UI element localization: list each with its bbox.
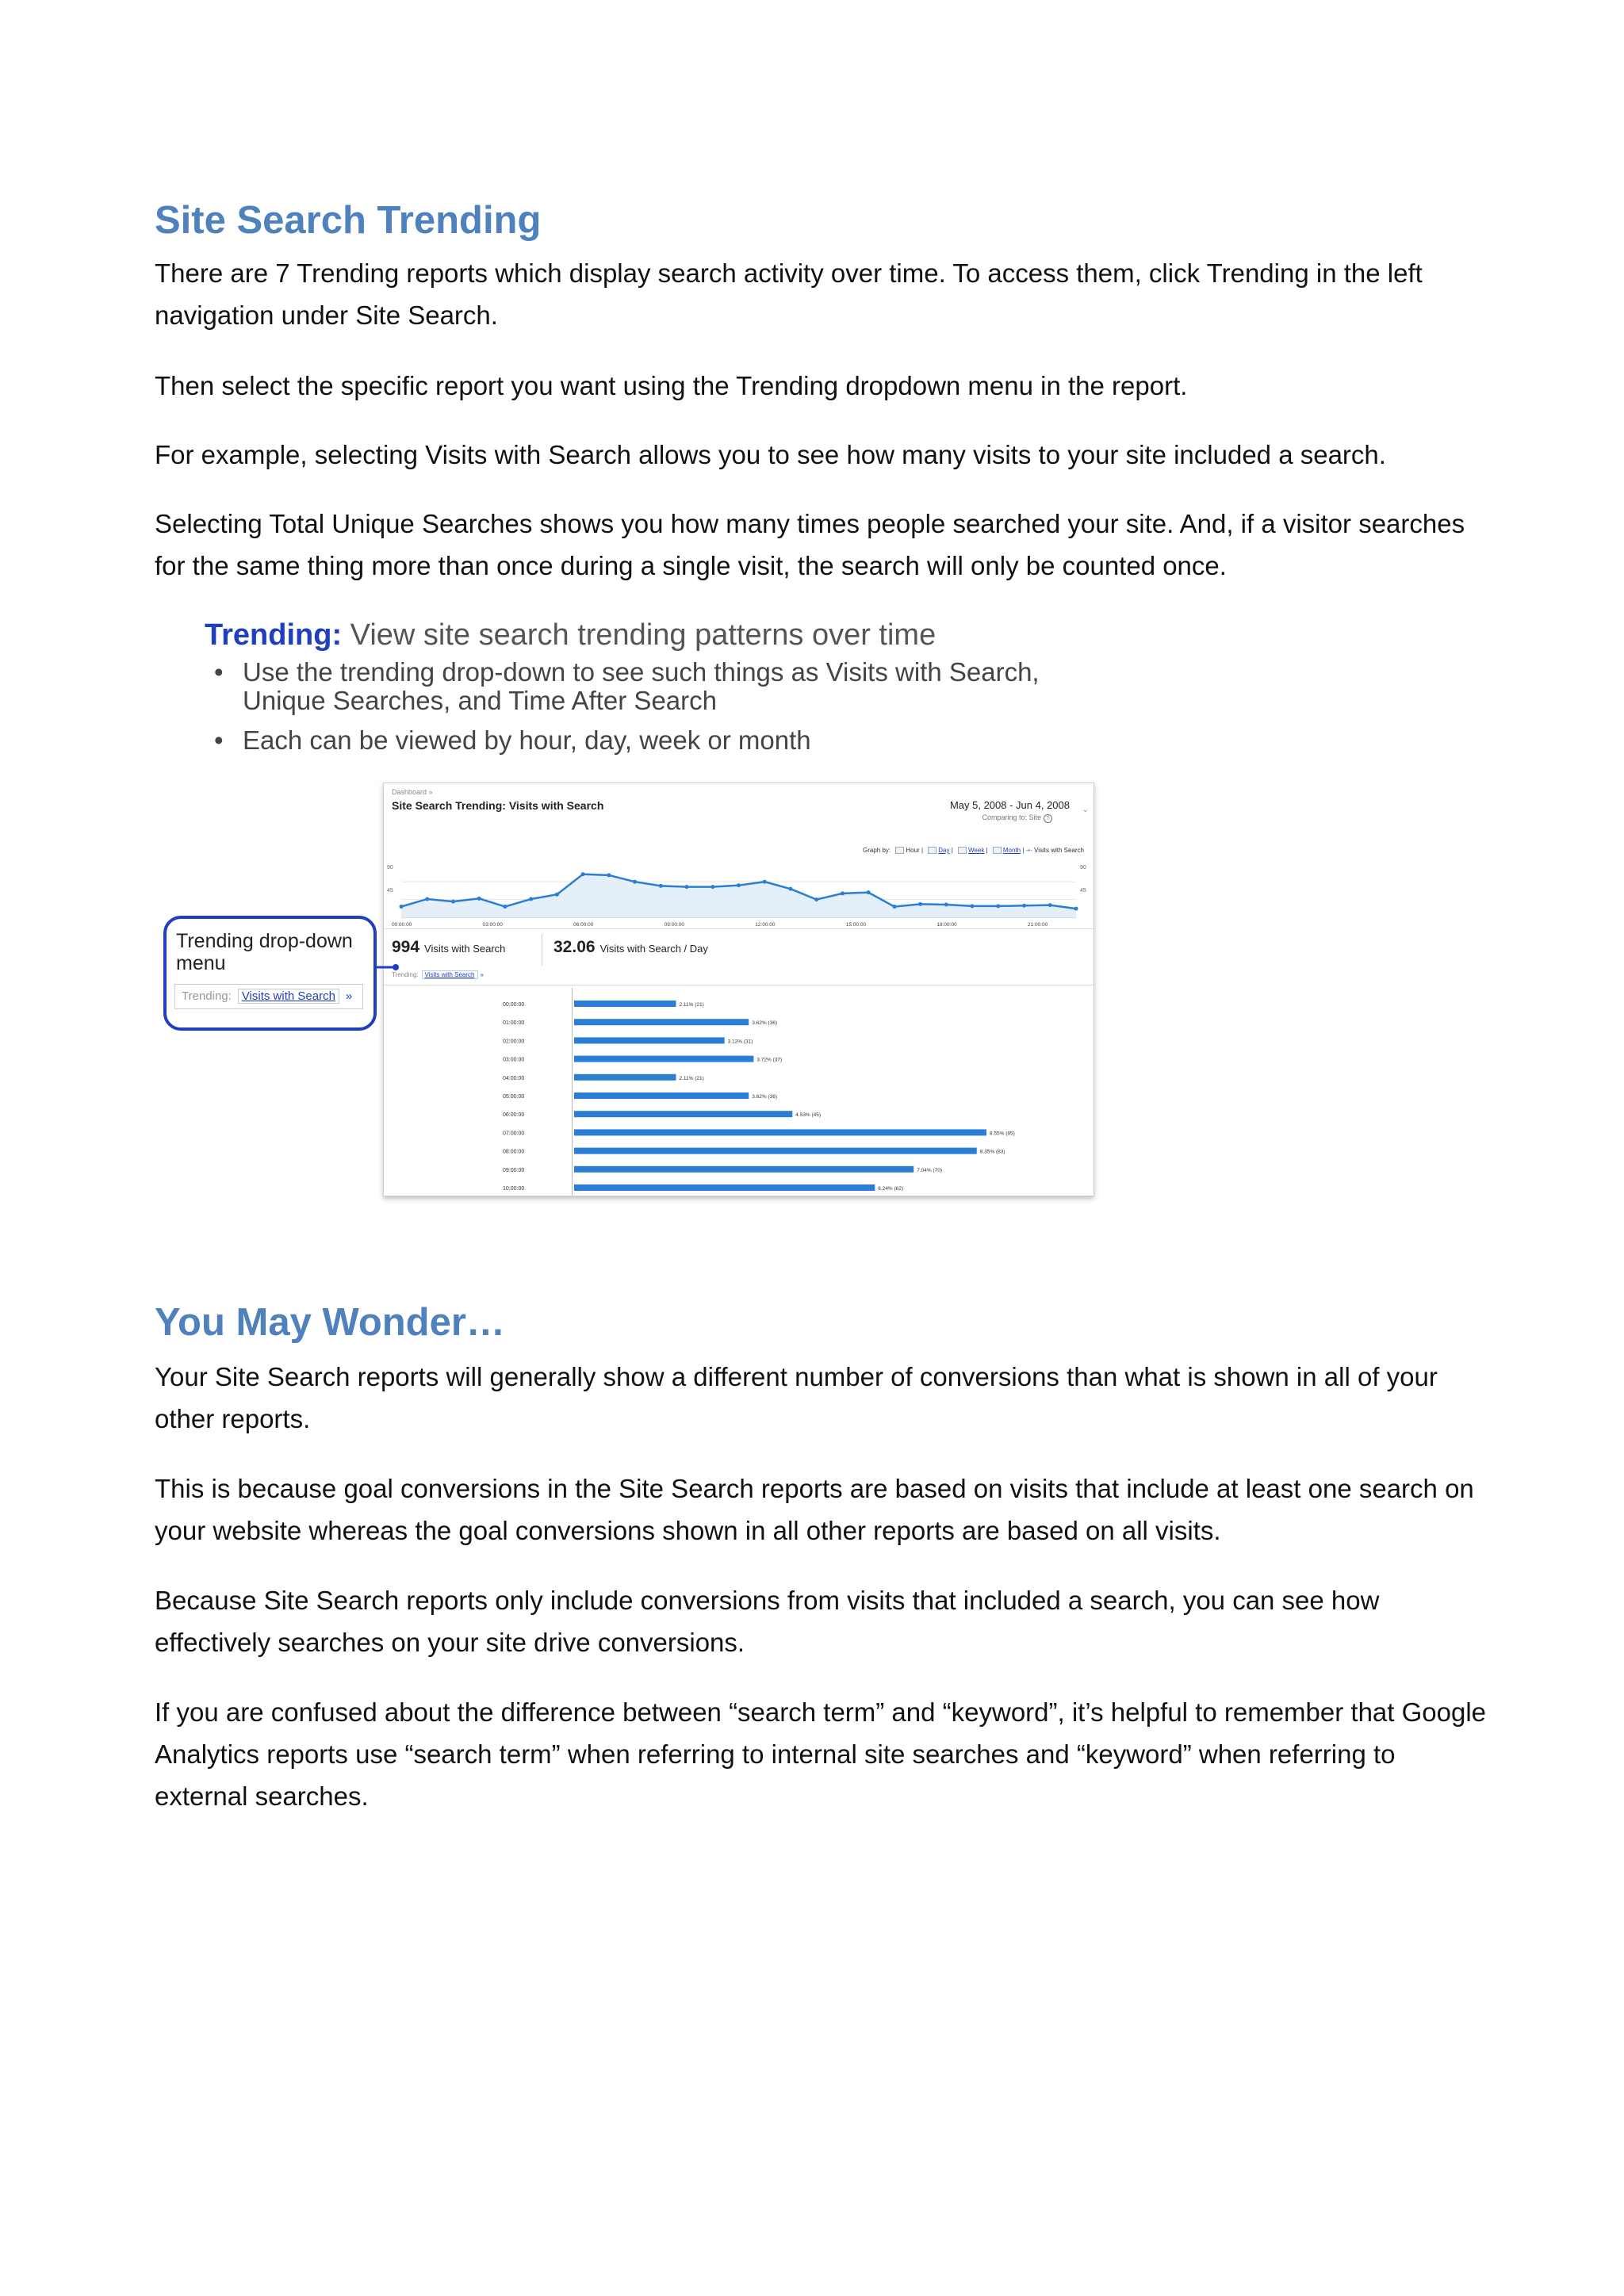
row-label: 05:00:00 <box>503 1094 525 1100</box>
graph-by-hour[interactable]: Hour <box>906 847 920 854</box>
bar-data-label: 3.12% (31) <box>727 1039 753 1045</box>
line-chart <box>384 859 1094 928</box>
data-point[interactable] <box>633 880 637 884</box>
comparing-label: Comparing to: Site <box>982 813 1041 821</box>
bar[interactable] <box>574 1056 753 1062</box>
paragraph: If you are confused about the difference between “search term” and “keyword”, it’s helpful to remember that Google Analytics reports use “search term” when referring to internal site searches and “keyword” when referring to external searches. <box>155 1697 1487 1811</box>
data-point[interactable] <box>529 897 533 901</box>
data-point[interactable] <box>1074 907 1078 911</box>
graph-by-day[interactable]: Day <box>938 847 950 854</box>
data-point[interactable] <box>867 890 871 894</box>
calendar-icon <box>993 847 1002 854</box>
x-tick-label: 18:00:00 <box>936 922 957 928</box>
row-label: 10:00:00 <box>503 1186 525 1192</box>
data-point[interactable] <box>918 902 922 906</box>
bar-data-label: 4.53% (45) <box>795 1112 822 1119</box>
row-label: 03:00:00 <box>503 1057 525 1063</box>
metric-label: Visits with Search <box>424 943 506 955</box>
bar[interactable] <box>574 1129 986 1135</box>
data-point[interactable] <box>607 873 611 877</box>
data-point[interactable] <box>400 905 404 909</box>
data-point[interactable] <box>814 897 818 901</box>
x-tick-label: 09:00:00 <box>664 922 684 928</box>
bar[interactable] <box>574 1019 749 1025</box>
data-point[interactable] <box>659 884 663 888</box>
y-tick-label: 45 <box>1080 887 1086 894</box>
slide-bullets <box>214 658 1115 766</box>
bar[interactable] <box>574 1093 749 1099</box>
data-point[interactable] <box>788 887 792 891</box>
chevron-down-icon[interactable]: » <box>345 989 353 1003</box>
divider <box>384 928 1094 929</box>
data-point[interactable] <box>892 905 896 909</box>
data-point[interactable] <box>710 885 714 889</box>
data-point[interactable] <box>1022 904 1026 908</box>
chevron-down-icon[interactable]: » <box>480 971 484 978</box>
metric-value: 994 <box>392 938 420 956</box>
x-tick-label: 15:00:00 <box>845 922 867 928</box>
line-area <box>401 874 1076 917</box>
calendar-icon <box>895 847 904 854</box>
y-tick-label: 90 <box>1080 865 1086 871</box>
data-point[interactable] <box>685 885 689 889</box>
graph-by-month[interactable]: Month <box>1002 847 1021 854</box>
slide-title-keyword: Trending: <box>205 618 343 652</box>
metric-label: Visits with Search / Day <box>599 943 708 955</box>
data-point[interactable] <box>451 900 455 904</box>
date-range[interactable]: May 5, 2008 - Jun 4, 2008 <box>949 799 1070 811</box>
graph-by-week[interactable]: Week <box>968 847 985 854</box>
bar[interactable] <box>574 1037 725 1043</box>
bar-data-label: 2.11% (21) <box>679 1002 704 1008</box>
breadcrumb[interactable]: Dashboard » <box>392 788 433 796</box>
bar-data-label: 8.55% (85) <box>990 1131 1015 1137</box>
callout-connector <box>373 959 404 975</box>
x-tick-label: 06:00:00 <box>573 922 594 928</box>
row-label: 08:00:00 <box>503 1149 525 1155</box>
help-icon[interactable]: ? <box>1044 814 1052 823</box>
data-point[interactable] <box>737 883 741 887</box>
bar-data-label: 3.62% (36) <box>752 1094 778 1100</box>
x-tick-label: 03:00:00 <box>482 922 503 928</box>
x-tick-label: 21:00:00 <box>1027 922 1048 928</box>
slide-bullet: • Each can be viewed by hour, day, week or month <box>214 726 1115 755</box>
legend-label: Visits with Search <box>1034 847 1084 854</box>
bar[interactable] <box>574 1111 792 1117</box>
data-point[interactable] <box>996 904 1000 908</box>
data-point[interactable] <box>555 893 559 897</box>
bar[interactable] <box>574 1074 676 1081</box>
trending-dropdown-example[interactable] <box>174 984 363 1009</box>
x-tick-label: 12:00:00 <box>755 922 776 928</box>
report-title: Site Search Trending: Visits with Search <box>392 799 604 812</box>
report-screenshot <box>383 783 1094 1196</box>
slide-title <box>205 618 936 652</box>
y-tick-label: 90 <box>387 865 393 871</box>
trending-label: Trending: <box>392 971 419 978</box>
bar-data-label: 3.62% (36) <box>752 1020 778 1027</box>
graph-by-controls: Graph by: Hour | Day | Week | Month | -•- Visits with Search <box>863 847 1084 854</box>
paragraph: There are 7 Trending reports which display search activity over time. To access them, click Trending in the left navigation under Site Search. <box>155 258 1423 330</box>
trending-dropdown[interactable] <box>392 970 484 979</box>
row-label: 01:00:00 <box>503 1020 525 1027</box>
graph-by-label: Graph by: <box>863 847 891 854</box>
callout-trending-dropdown <box>163 916 377 1031</box>
paragraph: This is because goal conversions in the Site Search reports are based on visits that include at least one search on your website whereas the goal conversions shown in all other reports are based on all visits. <box>155 1474 1474 1545</box>
slide-bullet: • Use the trending drop-down to see such things as Visits with Search, Unique Searches, and Time After Search <box>214 658 1115 715</box>
trending-value[interactable]: Visits with Search <box>422 970 478 979</box>
data-point[interactable] <box>971 904 975 908</box>
legend-line-icon: -•- <box>1025 847 1032 854</box>
calendar-icon <box>958 847 967 854</box>
comparing-text <box>982 813 1052 823</box>
paragraph: Selecting Total Unique Searches shows you how many times people searched your site. And, if a visitor searches for the same thing more than once during a single visit, the search will only be counted once. <box>155 509 1465 580</box>
row-label: 00:00:00 <box>503 1002 525 1008</box>
metric-visits <box>392 938 505 957</box>
bar[interactable] <box>574 1184 875 1191</box>
row-label: 06:00:00 <box>503 1112 525 1119</box>
paragraph: Then select the specific report you want using the Trending dropdown menu in the report. <box>155 371 1188 400</box>
x-tick-label: 00:00:00 <box>392 922 412 928</box>
row-label: 04:00:00 <box>503 1075 525 1081</box>
paragraph: Because Site Search reports only include conversions from visits that included a search, you can see how effectively searches on your site drive conversions. <box>155 1586 1380 1657</box>
data-point[interactable] <box>944 903 948 907</box>
data-point[interactable] <box>503 905 507 909</box>
row-label: 02:00:00 <box>503 1039 525 1045</box>
metric-visits-per-day <box>553 938 708 957</box>
bar-data-label: 3.72% (37) <box>756 1057 783 1063</box>
trending-label: Trending: <box>182 989 232 1003</box>
paragraph: For example, selecting Visits with Search allows you to see how many visits to your site included a search. <box>155 440 1386 469</box>
bar[interactable] <box>574 1001 676 1007</box>
bar-data-label: 6.24% (62) <box>878 1186 904 1192</box>
chevron-down-icon[interactable]: ⌄ <box>1082 806 1089 814</box>
bar[interactable] <box>574 1148 977 1154</box>
callout-title: Trending drop-down menu <box>176 930 353 974</box>
y-tick-label: 45 <box>387 887 393 894</box>
row-label: 09:00:00 <box>503 1167 525 1173</box>
metric-value: 32.06 <box>553 938 596 956</box>
data-point[interactable] <box>763 880 767 884</box>
data-point[interactable] <box>841 891 845 895</box>
calendar-icon <box>928 847 936 854</box>
paragraph: Your Site Search reports will generally show a different number of conversions than what is shown in all of your other reports. <box>155 1362 1438 1433</box>
data-point[interactable] <box>581 872 585 876</box>
bar-data-label: 7.04% (70) <box>917 1167 943 1173</box>
bar[interactable] <box>574 1166 914 1173</box>
bar-chart <box>384 997 1094 1196</box>
data-point[interactable] <box>1048 903 1052 907</box>
row-label: 07:00:00 <box>503 1131 525 1137</box>
data-point[interactable] <box>477 897 481 901</box>
heading-you-may-wonder: You May Wonder… <box>155 1301 505 1344</box>
heading-site-search-trending: Site Search Trending <box>155 199 542 242</box>
slide-title-text: View site search trending patterns over time <box>342 618 936 652</box>
embedded-slide <box>159 610 1110 1213</box>
trending-value[interactable]: Visits with Search <box>238 989 339 1004</box>
bar-data-label: 2.11% (21) <box>679 1075 704 1081</box>
data-point[interactable] <box>425 897 429 901</box>
bar-data-label: 8.35% (83) <box>979 1149 1005 1155</box>
